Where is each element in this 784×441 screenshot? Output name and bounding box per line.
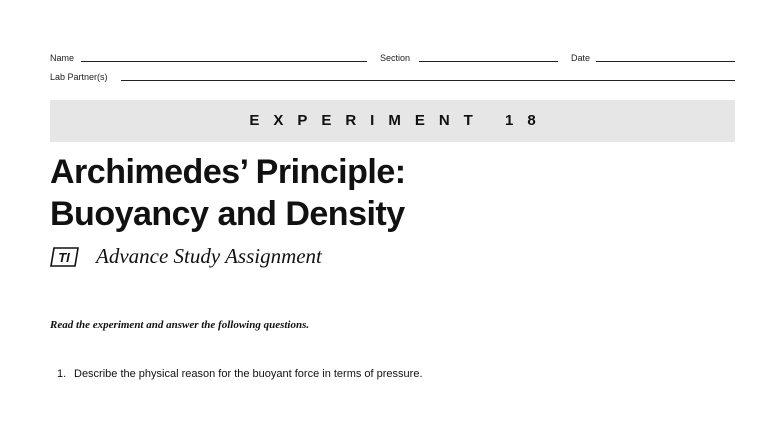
question-text: Describe the physical reason for the buoyant force in terms of pressure. bbox=[74, 368, 423, 380]
question-number: 1. bbox=[57, 368, 67, 380]
title-line-2: Buoyancy and Density bbox=[50, 195, 405, 233]
lab-partners-field[interactable] bbox=[121, 80, 735, 81]
experiment-band bbox=[50, 100, 735, 142]
name-label: Name bbox=[50, 53, 75, 63]
subtitle: Advance Study Assignment bbox=[96, 244, 322, 268]
instructions: Read the experiment and answer the following questions. bbox=[50, 319, 310, 331]
ti-logo-icon bbox=[50, 245, 80, 269]
experiment-number: EXPERIMENT 18 bbox=[249, 112, 550, 129]
date-label: Date bbox=[571, 53, 591, 63]
ti-logo-text: TI bbox=[58, 250, 70, 265]
lab-partners-label: Lab Partner(s) bbox=[50, 72, 108, 82]
name-field[interactable] bbox=[81, 61, 367, 62]
date-field[interactable] bbox=[596, 61, 735, 62]
section-field[interactable] bbox=[419, 61, 558, 62]
title-line-1: Archimedes’ Principle: bbox=[50, 153, 406, 191]
section-label: Section bbox=[380, 53, 411, 63]
page-title bbox=[50, 151, 406, 235]
